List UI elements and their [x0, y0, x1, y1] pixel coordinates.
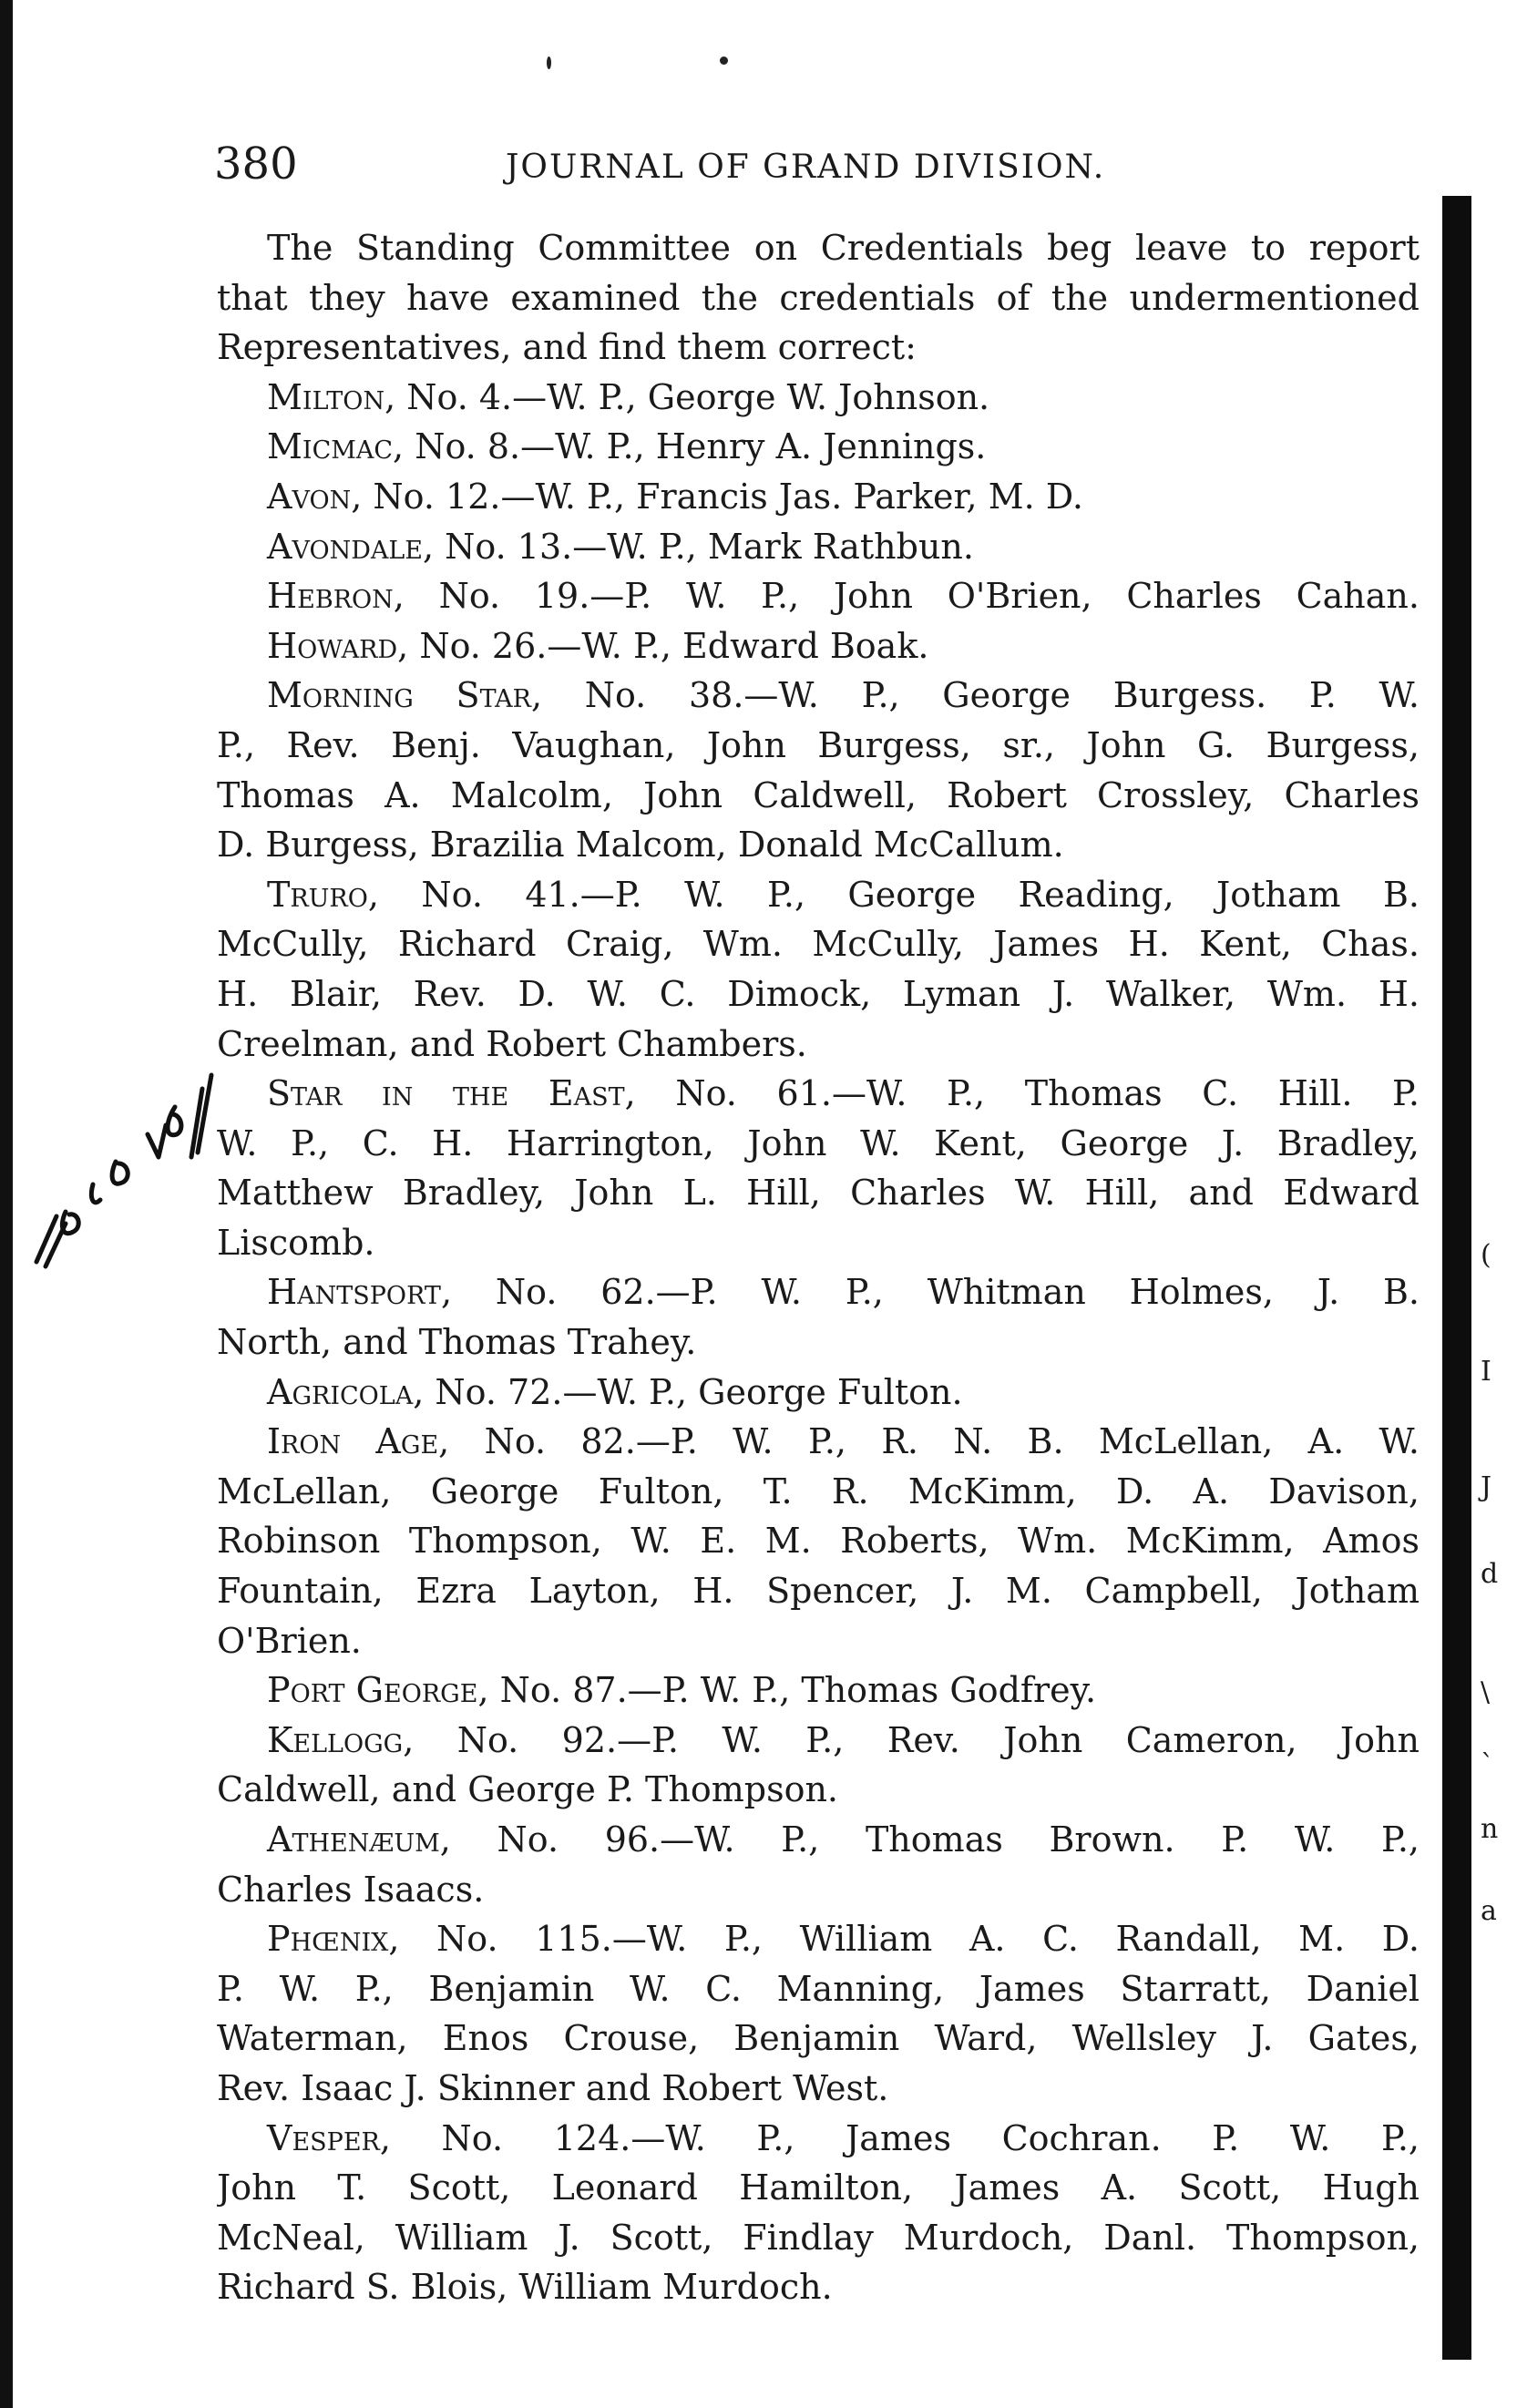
text-line: [217, 870, 1420, 920]
text-line: [217, 1119, 1420, 1169]
lodge-name: Iron Age: [267, 1421, 439, 1462]
right-page-edge: [1442, 196, 1471, 2360]
ink-speck: [547, 56, 551, 69]
text-line: [217, 1765, 1420, 1815]
lodge-name: Hantsport: [267, 1272, 441, 1313]
line-text: H. Blair, Rev. D. W. C. Dimock, Lyman J. Walker, Wm. H.: [217, 973, 1420, 1014]
margin-fragment: n: [1481, 1813, 1499, 1845]
text-line: [217, 1467, 1420, 1517]
page-header: [214, 137, 1426, 191]
line-text: Waterman, Enos Crouse, Benjamin Ward, Wellsley J. Gates,: [217, 2018, 1420, 2059]
lodge-name: Phœnix: [267, 1919, 389, 1960]
line-text: , No. 4.—W. P., George W. Johnson.: [384, 376, 990, 417]
line-text: Representatives, and find them correct:: [217, 327, 917, 368]
line-text: Fountain, Ezra Layton, H. Spencer, J. M. Campbell, Jotham: [217, 1571, 1420, 1612]
text-line: [217, 323, 1420, 373]
text-line: [217, 621, 1420, 671]
line-text: Creelman, and Robert Chambers.: [217, 1023, 807, 1064]
line-text: John T. Scott, Leonard Hamilton, James A. Scott, Hugh: [217, 2167, 1420, 2208]
text-line: [217, 472, 1420, 522]
margin-fragment: `: [1481, 1749, 1494, 1781]
text-line: [217, 1267, 1420, 1317]
text-line: [217, 1516, 1420, 1566]
text-line: [217, 2213, 1420, 2263]
line-text: Charles Isaacs.: [217, 1869, 485, 1910]
text-line: [217, 1616, 1420, 1666]
line-text: Thomas A. Malcolm, John Caldwell, Robert Crossley, Charles: [217, 774, 1420, 815]
line-text: McLellan, George Fulton, T. R. McKimm, D. A. Davison,: [217, 1470, 1420, 1511]
line-text: , No. 41.—P. W. P., George Reading, Jotham B.: [367, 874, 1420, 915]
left-page-edge: [0, 0, 13, 2408]
lodge-name: Hebron: [267, 576, 394, 617]
margin-fragment: d: [1481, 1558, 1499, 1590]
credentials-report: [217, 223, 1420, 2312]
margin-fragment: (: [1481, 1239, 1491, 1271]
line-text: D. Burgess, Brazilia Malcom, Donald McCallum.: [217, 825, 1064, 866]
line-text: , No. 38.—W. P., George Burgess. P. W.: [530, 675, 1420, 716]
line-text: , No. 26.—W. P., Edward Boak.: [397, 625, 929, 666]
lodge-name: Milton: [267, 376, 385, 417]
lodge-name: Morning Star: [267, 675, 531, 716]
lodge-name: Avondale: [267, 526, 424, 567]
line-text: , No. 61.—W. P., Thomas C. Hill. P.: [624, 1073, 1420, 1114]
line-text: , No. 19.—P. W. P., John O'Brien, Charles Cahan.: [393, 576, 1420, 617]
text-line: [217, 522, 1420, 572]
text-line: [217, 223, 1420, 273]
line-text: The Standing Committee on Credentials beg leave to report: [267, 228, 1420, 268]
line-text: , No. 62.—P. W. P., Whitman Holmes, J. B.: [440, 1272, 1420, 1313]
line-text: McCully, Richard Craig, Wm. McCully, James H. Kent, Chas.: [217, 924, 1420, 965]
line-text: W. P., C. H. Harrington, John W. Kent, George J. Bradley,: [217, 1122, 1420, 1163]
line-text: Richard S. Blois, William Murdoch.: [217, 2267, 833, 2308]
lodge-name: Micmac: [267, 426, 394, 467]
line-text: McNeal, William J. Scott, Findlay Murdoch, Danl. Thompson,: [217, 2217, 1420, 2258]
line-text: , No. 115.—W. P., William A. C. Randall, M. D.: [388, 1919, 1420, 1960]
text-line: [217, 1218, 1420, 1268]
text-line: [217, 1815, 1420, 1865]
text-line: [217, 1914, 1420, 1964]
page-number: 380: [214, 138, 298, 190]
text-line: [217, 2163, 1420, 2213]
lodge-name: Truro: [267, 874, 368, 915]
line-text: O'Brien.: [217, 1620, 362, 1661]
text-line: [217, 1368, 1420, 1418]
handwritten-note-drawing: [29, 1071, 220, 1289]
text-line: [217, 919, 1420, 969]
text-line: [217, 820, 1420, 870]
text-line: [217, 2114, 1420, 2164]
lodge-name: Kellogg: [267, 1719, 404, 1760]
right-margin-fragments: [1481, 1239, 1508, 2241]
lodge-name: Agricola: [267, 1371, 414, 1412]
text-line: [217, 2262, 1420, 2312]
line-text: Rev. Isaac J. Skinner and Robert West.: [217, 2067, 889, 2108]
ink-speck: [720, 56, 728, 65]
text-line: [217, 2064, 1420, 2114]
margin-fragment: I: [1481, 1356, 1491, 1388]
lodge-name: Howard: [267, 625, 398, 666]
line-text: P. W. P., Benjamin W. C. Manning, James Starratt, Daniel: [217, 1968, 1420, 2009]
text-line: [217, 1665, 1420, 1716]
line-text: Liscomb.: [217, 1222, 375, 1263]
line-text: , No. 92.—P. W. P., Rev. John Cameron, John: [403, 1719, 1420, 1760]
line-text: P., Rev. Benj. Vaughan, John Burgess, sr., John G. Burgess,: [217, 724, 1420, 765]
text-line: [217, 2013, 1420, 2064]
text-line: [217, 969, 1420, 1020]
margin-fragment: \: [1481, 1676, 1491, 1708]
lodge-name: Star in the East: [267, 1073, 625, 1114]
text-line: [217, 1417, 1420, 1467]
line-text: that they have examined the credentials of the undermentioned: [217, 277, 1420, 318]
text-line: [217, 771, 1420, 821]
lodge-name: Port George: [267, 1670, 478, 1711]
text-line: [217, 422, 1420, 472]
line-text: Caldwell, and George P. Thompson.: [217, 1769, 839, 1810]
text-line: [217, 373, 1420, 423]
line-text: , No. 72.—W. P., George Fulton.: [413, 1371, 963, 1412]
text-line: [217, 1865, 1420, 1915]
line-text: , No. 13.—W. P., Mark Rathbun.: [423, 526, 974, 567]
running-head: JOURNAL OF GRAND DIVISION.: [506, 149, 1106, 186]
line-text: , No. 8.—W. P., Henry A. Jennings.: [393, 426, 987, 467]
text-line: [217, 273, 1420, 323]
text-line: [217, 1168, 1420, 1218]
line-text: Matthew Bradley, John L. Hill, Charles W. Hill, and Edward: [217, 1173, 1420, 1214]
text-line: [217, 1317, 1420, 1368]
line-text: , No. 87.—P. W. P., Thomas Godfrey.: [477, 1670, 1097, 1711]
text-line: [217, 571, 1420, 621]
handwritten-margin-note: [29, 1071, 220, 1289]
margin-fragment: a: [1481, 1895, 1497, 1927]
lodge-name: Avon: [267, 476, 352, 517]
line-text: Robinson Thompson, W. E. M. Roberts, Wm. McKimm, Amos: [217, 1521, 1420, 1562]
text-line: [217, 1020, 1420, 1070]
line-text: , No. 12.—W. P., Francis Jas. Parker, M. D.: [351, 476, 1083, 517]
text-line: [217, 1716, 1420, 1766]
line-text: , No. 124.—W. P., James Cochran. P. W. P.,: [379, 2117, 1420, 2158]
text-line: [217, 671, 1420, 721]
margin-fragment: J: [1481, 1471, 1492, 1503]
text-line: [217, 1069, 1420, 1119]
text-line: [217, 1566, 1420, 1616]
line-text: North, and Thomas Trahey.: [217, 1322, 697, 1363]
line-text: , No. 82.—P. W. P., R. N. B. McLellan, A. W.: [438, 1421, 1420, 1462]
lodge-name: Athenæum: [267, 1819, 440, 1860]
text-line: [217, 1964, 1420, 2014]
line-text: , No. 96.—W. P., Thomas Brown. P. W. P.,: [439, 1819, 1420, 1860]
lodge-name: Vesper: [267, 2117, 380, 2158]
text-line: [217, 721, 1420, 771]
